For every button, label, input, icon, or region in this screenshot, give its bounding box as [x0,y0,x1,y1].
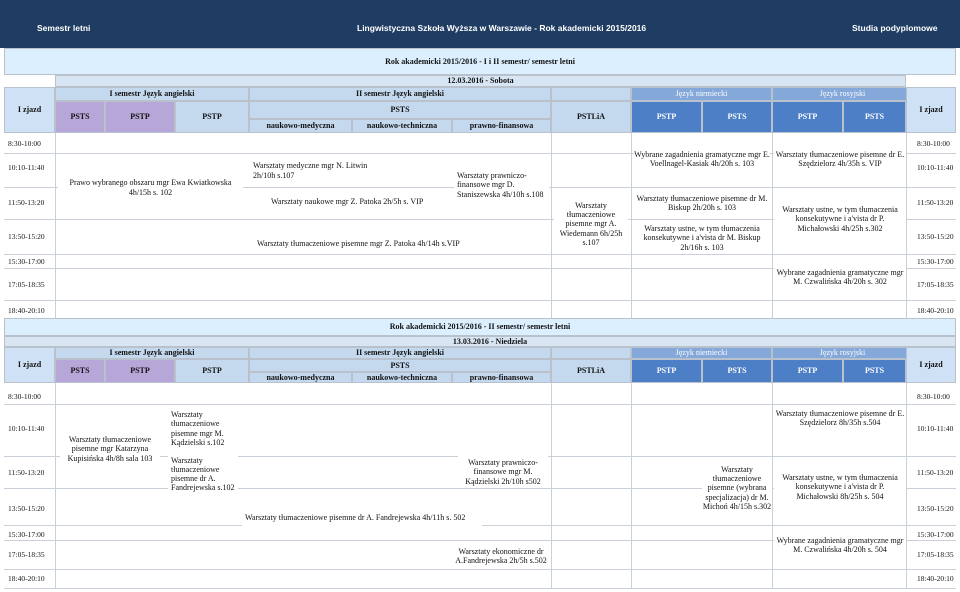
class-michalowski-2: Warsztaty ustne, w tym tłumaczenia konsekutywne i a'vista dr P. Michałowski 8h/25h s. 504 [774,470,906,504]
class-nauk: Warsztaty naukowe mgr Z. Patoka 2h/5h s. VIP [268,192,448,212]
time-left-2-1: 10:10-11:40 [8,423,45,433]
class-michon: Warsztaty tłumaczeniowe pisemne (wybrana specjalizacja) dr M. Michoń 4h/15h s.302 [702,458,772,518]
sem2-header-2: II semestr Język angielski [249,347,551,359]
time-right-1-6: 18:40-20:10 [917,305,954,315]
class-michalowski-1: Warsztaty ustne, w tym tłumaczenia konsekutywne i a'vista dr P. Michałowski 4h/25h s.302 [774,203,906,235]
psts-sub-2: PSTS [249,359,551,372]
class-tlum-patoka: Warsztaty tłumaczeniowe pisemne mgr Z. Patoka 4h/14h s.VIP [254,234,494,254]
psts-col-2: PSTS [55,359,105,383]
class-kupisinska: Warsztaty tłumaczeniowe pisemne mgr Katarzyna Kupisińska 4h/8h sala 103 [60,424,160,474]
zjazd-right-1: I zjazd [906,87,956,133]
header-left: Semestr letni [37,23,91,33]
class-fandrejewska-1: Warsztaty tłumaczeniowe pisemne dr A. Fandrejewska s.102 [168,452,238,496]
time-right-2-4: 15:30-17:00 [917,529,954,539]
ros-psts-2: PSTS [843,359,906,383]
time-right-2-1: 10:10-11:40 [917,423,954,433]
sem1-header-1: I semestr Język angielski [55,87,249,101]
niem-header-2: Język niemiecki [631,347,772,359]
header-right: Studia podyplomowe [852,23,938,33]
med-col-2: naukowo-medyczna [249,372,352,383]
class-szedzielorz-1: Warsztaty tłumaczeniowe pisemne dr E. Szędzielorz 4h/35h s. VIP [774,147,906,171]
niem-pstp-2: PSTP [631,359,702,383]
class-med: Warsztaty medyczne mgr N. Litwin 2h/10h s.107 [250,157,370,184]
pstlia-col-1: PSTLiA [551,101,631,133]
time-right-2-3: 13:50-15:20 [917,503,954,513]
pstp2-col-2: PSTP [175,359,249,383]
time-left-2-0: 8:30-10:00 [8,391,41,401]
sem1-header-2: I semestr Język angielski [55,347,249,359]
zjazd-right-2: I zjazd [906,347,956,383]
time-left-2-2: 11:50-13:20 [8,467,45,477]
class-kadzielski-1: Warsztaty tłumaczeniowe pisemne mgr M. Kądzielski s.102 [168,406,238,451]
zjazd-left-1: I zjazd [4,87,55,133]
class-ekonomiczne: Warsztaty ekonomiczne dr A.Fandrejewska 2h/5h s.502 [452,544,550,568]
psts-sub-1: PSTS [249,101,551,119]
time-left-1-6: 18:40-20:10 [8,305,45,315]
psts-col-1: PSTS [55,101,105,133]
time-left-1-0: 8:30-10:00 [8,138,41,148]
pstlia-col-2: PSTLiA [551,359,631,383]
zjazd-left-2: I zjazd [4,347,55,383]
section1-date: 12.03.2016 - Sobota [55,75,906,87]
time-right-1-1: 10:10-11:40 [917,162,954,172]
class-czwalinska-1: Wybrane zagadnienia gramatyczne mgr M. Czwalińska 4h/20h s. 302 [774,265,906,289]
niem-pstp-1: PSTP [631,101,702,133]
pstp-col-1: PSTP [105,101,175,133]
tech-col-1: naukowo-techniczna [352,119,452,133]
class-czwalinska-2: Wybrane zagadnienia gramatyczne mgr M. Czwalińska 4h/20h s. 504 [774,533,906,557]
class-biskup2: Warsztaty ustne, w tym tłumaczenia konsekutywne i a'vista dr M. Biskup 2h/16h s. 103 [634,222,770,254]
med-col-1: naukowo-medyczna [249,119,352,133]
class-prawnicze: Warsztaty prawniczo-finansowe mgr D. Staniszewska 4h/10h s.108 [454,160,549,210]
class-biskup1: Warsztaty tłumaczeniowe pisemne dr M. Biskup 2h/20h s. 103 [634,191,770,215]
time-left-1-3: 13:50-15:20 [8,231,45,241]
class-szedzielorz-2: Warsztaty tłumaczeniowe pisemne dr E. Szędzielorz 8h/35h s.504 [774,406,906,430]
time-left-1-2: 11:50-13:20 [8,197,45,207]
time-left-2-5: 17:05-18:35 [8,549,45,559]
class-kadzielski-2: Warsztaty prawniczo-finansowe mgr M. Kądzielski 2h/10h s502 [458,456,548,488]
time-right-2-0: 8:30-10:00 [917,391,950,401]
pstlia-top-1 [551,87,631,101]
time-right-1-4: 15:30-17:00 [917,256,954,266]
class-voellnagel: Wybrane zagadnienia gramatyczne mgr E. Voellnagel-Kasiak 4h/20h s. 103 [634,147,770,171]
section1-title: Rok akademicki 2015/2016 - I i II semestr/ semestr letni [4,48,956,75]
niem-psts-2: PSTS [702,359,772,383]
ros-pstp-2: PSTP [772,359,843,383]
time-left-1-5: 17:05-18:35 [8,279,45,289]
time-left-2-6: 18:40-20:10 [8,573,45,583]
time-right-2-5: 17:05-18:35 [917,549,954,559]
class-fandrejewska-2: Warsztaty tłumaczeniowe pisemne dr A. Fandrejewska 4h/11h s. 502 [242,510,482,526]
app-header [0,0,960,48]
time-right-2-2: 11:50-13:20 [917,467,954,477]
time-left-1-4: 15:30-17:00 [8,256,45,266]
niem-header-1: Język niemiecki [631,87,772,101]
prawno-col-1: prawno-finansowa [452,119,551,133]
time-right-2-6: 18:40-20:10 [917,573,954,583]
ros-header-2: Język rosyjski [772,347,913,359]
time-right-1-3: 13:50-15:20 [917,231,954,241]
time-left-1-1: 10:10-11:40 [8,162,45,172]
tech-col-2: naukowo-techniczna [352,372,452,383]
time-right-1-5: 17:05-18:35 [917,279,954,289]
pstlia-top-2 [551,347,631,359]
pstp2-col-1: PSTP [175,101,249,133]
time-right-1-2: 11:50-13:20 [917,197,954,207]
pstp-col-2: PSTP [105,359,175,383]
time-left-2-3: 13:50-15:20 [8,503,45,513]
ros-header-1: Język rosyjski [772,87,913,101]
prawno-col-2: prawno-finansowa [452,372,551,383]
class-wiedemann: Warsztaty tłumaczeniowe pisemne mgr A. Wiedemann 6h/25h s.107 [554,195,628,253]
ros-psts-1: PSTS [843,101,906,133]
ros-pstp-1: PSTP [772,101,843,133]
time-right-1-0: 8:30-10:00 [917,138,950,148]
niem-psts-1: PSTS [702,101,772,133]
header-center: Lingwistyczna Szkoła Wyższa w Warszawie - Rok akademicki 2015/2016 [357,23,647,33]
section2-title: Rok akademicki 2015/2016 - II semestr/ semestr letni [4,318,956,336]
class-prawo: Prawo wybranego obszaru mgr Ewa Kwiatkowska 4h/15h s. 102 [58,160,243,215]
time-left-2-4: 15:30-17:00 [8,529,45,539]
sem2-header-1: II semestr Język angielski [249,87,551,101]
section2-date: 13.03.2016 - Niedziela [4,336,956,347]
